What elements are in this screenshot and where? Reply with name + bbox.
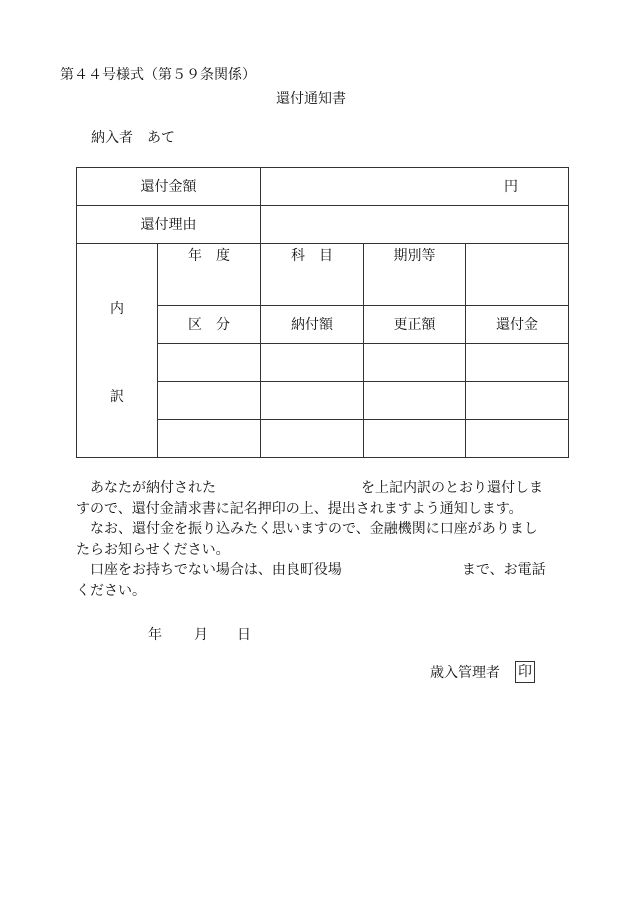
col-refund: 還付金 [466, 306, 569, 344]
paragraph-3-line-1 [76, 560, 568, 581]
refund-amount-field[interactable] [261, 168, 569, 206]
paragraph-1-line-1 [76, 478, 568, 499]
refund-reason-field[interactable] [261, 206, 569, 244]
text-fragment: あなたが納付された [90, 480, 216, 496]
refund-amount-row [77, 168, 569, 206]
table-cell[interactable] [466, 344, 569, 382]
breakdown-header-row-1 [77, 244, 569, 306]
breakdown-label-uchi: 内 [110, 301, 124, 317]
paragraph-3-line-2: ください。 [76, 582, 146, 599]
col-corrected-amount: 更正額 [364, 306, 466, 344]
document-title: 還付通知書 [276, 91, 346, 107]
addressee: 納入者 あて [91, 130, 175, 146]
table-cell[interactable] [158, 344, 261, 382]
revenue-manager: 歳入管理者 [430, 665, 500, 681]
text-fragment: なお、還付金を振り込みたく思いますので、金融機関に口座がありまし [90, 521, 538, 537]
text-fragment: を上記内訳のとおり還付しま [361, 480, 543, 496]
date-year: 年 [148, 627, 162, 643]
blank-cell [466, 244, 569, 306]
table-cell[interactable] [261, 344, 364, 382]
table-cell[interactable] [158, 382, 261, 420]
refund-table [76, 167, 569, 458]
seal-box: 印 [515, 661, 535, 683]
notice-body [76, 478, 568, 601]
text-fragment: まで、お電話 [461, 562, 546, 578]
col-subject: 科 目 [261, 244, 364, 306]
table-cell[interactable] [261, 420, 364, 458]
table-cell[interactable] [364, 420, 466, 458]
col-category: 区 分 [158, 306, 261, 344]
text-fragment: 口座をお持ちでない場合は、由良町役場 [90, 562, 342, 578]
table-cell[interactable] [158, 420, 261, 458]
col-period: 期別等 [364, 244, 466, 306]
refund-reason-label: 還付理由 [77, 206, 261, 244]
yen-unit: 円 [504, 178, 519, 195]
refund-reason-row [77, 206, 569, 244]
breakdown-side-label [77, 244, 158, 458]
paragraph-2-line-2: たらお知らせください。 [76, 541, 230, 558]
paragraph-2-line-1 [76, 519, 568, 540]
table-cell[interactable] [466, 382, 569, 420]
table-cell[interactable] [261, 382, 364, 420]
col-year: 年 度 [158, 244, 261, 306]
refund-amount-label: 還付金額 [77, 168, 261, 206]
table-cell[interactable] [364, 344, 466, 382]
date-month: 月 [194, 627, 208, 643]
table-cell[interactable] [364, 382, 466, 420]
col-paid-amount: 納付額 [261, 306, 364, 344]
form-number: 第４４号様式（第５９条関係） [60, 67, 256, 83]
paragraph-1-line-2: すので、還付金請求書に記名押印の上、提出されますよう通知します。 [76, 500, 523, 517]
date-day: 日 [237, 627, 251, 643]
table-cell[interactable] [466, 420, 569, 458]
breakdown-label-wake: 訳 [110, 389, 124, 405]
